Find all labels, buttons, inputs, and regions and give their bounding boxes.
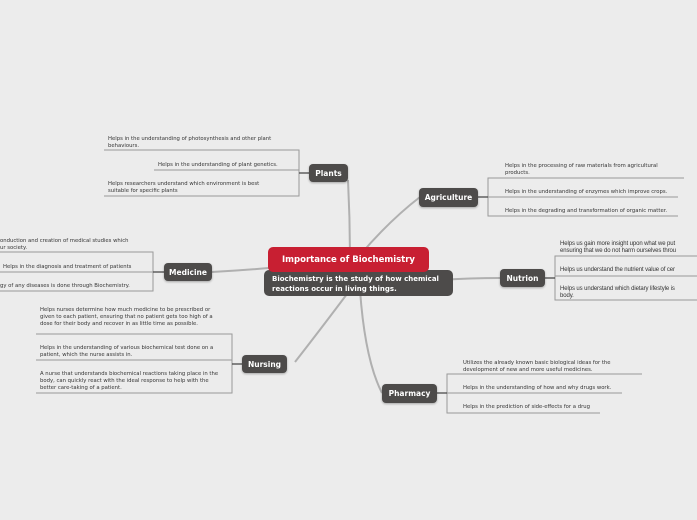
agriculture-item[interactable]: Helps in the understanding of enzymes which improve crops.	[505, 189, 668, 195]
nursing-item[interactable]: Helps nurses determine how much medicine to be prescribed or given to each patient, ensuring that no patient gets too high of a dose for their body and recover in as little time as possible.	[40, 307, 213, 327]
pharmacy-item[interactable]: Helps in the understanding of how and why drugs work.	[463, 385, 612, 391]
node-agriculture[interactable]: Agriculture	[419, 188, 478, 207]
node-medicine[interactable]: Medicine	[164, 263, 212, 281]
node-pharmacy[interactable]: Pharmacy	[382, 384, 437, 403]
nutrion-item[interactable]: Helps us gain more insight upon what we put ensuring that we do not harm ourselves throu	[560, 241, 677, 254]
medicine-item[interactable]: Helps in the diagnosis and treatment of patients	[3, 264, 132, 270]
plants-item[interactable]: Helps in the understanding of photosynthesis and other plant behaviours.	[108, 136, 272, 149]
central-topic[interactable]: Importance of Biochemistry	[268, 247, 429, 272]
agriculture-item[interactable]: Helps in the processing of raw materials from agricultural products.	[505, 163, 658, 176]
node-nursing[interactable]: Nursing	[242, 355, 287, 373]
medicine-item[interactable]: gy of any diseases is done through Biochemistry.	[0, 283, 130, 289]
pharmacy-item[interactable]: Helps in the prediction of side-effects for a drug	[463, 404, 590, 410]
agriculture-item[interactable]: Helps in the degrading and transformation of organic matter.	[505, 208, 668, 214]
medicine-item[interactable]: onduction and creation of medical studies which ur society.	[0, 238, 129, 251]
plants-item[interactable]: Helps researchers understand which environment is best suitable for specific plants	[108, 181, 260, 194]
pharmacy-item[interactable]: Utilizes the already known basic biological ideas for the development of new and more useful medicines.	[463, 360, 611, 373]
node-nutrion[interactable]: Nutrion	[500, 269, 545, 287]
nutrion-item[interactable]: Helps us understand the nutrient value of cer	[560, 267, 675, 273]
plants-item[interactable]: Helps in the understanding of plant genetics.	[158, 162, 278, 168]
nursing-item[interactable]: Helps in the understanding of various biochemical test done on a patient, which the nurse assists in.	[40, 345, 214, 358]
nursing-item[interactable]: A nurse that understands biochemical reactions taking place in the body, can quickly react with the ideal response to help with the better care-taking of a patient.	[40, 371, 219, 391]
central-subtitle[interactable]: Biochemistry is the study of how chemical reactions occur in living things.	[264, 270, 453, 296]
node-plants[interactable]: Plants	[309, 164, 348, 182]
nutrion-item[interactable]: Helps us understand which dietary lifestyle is body.	[560, 286, 675, 299]
